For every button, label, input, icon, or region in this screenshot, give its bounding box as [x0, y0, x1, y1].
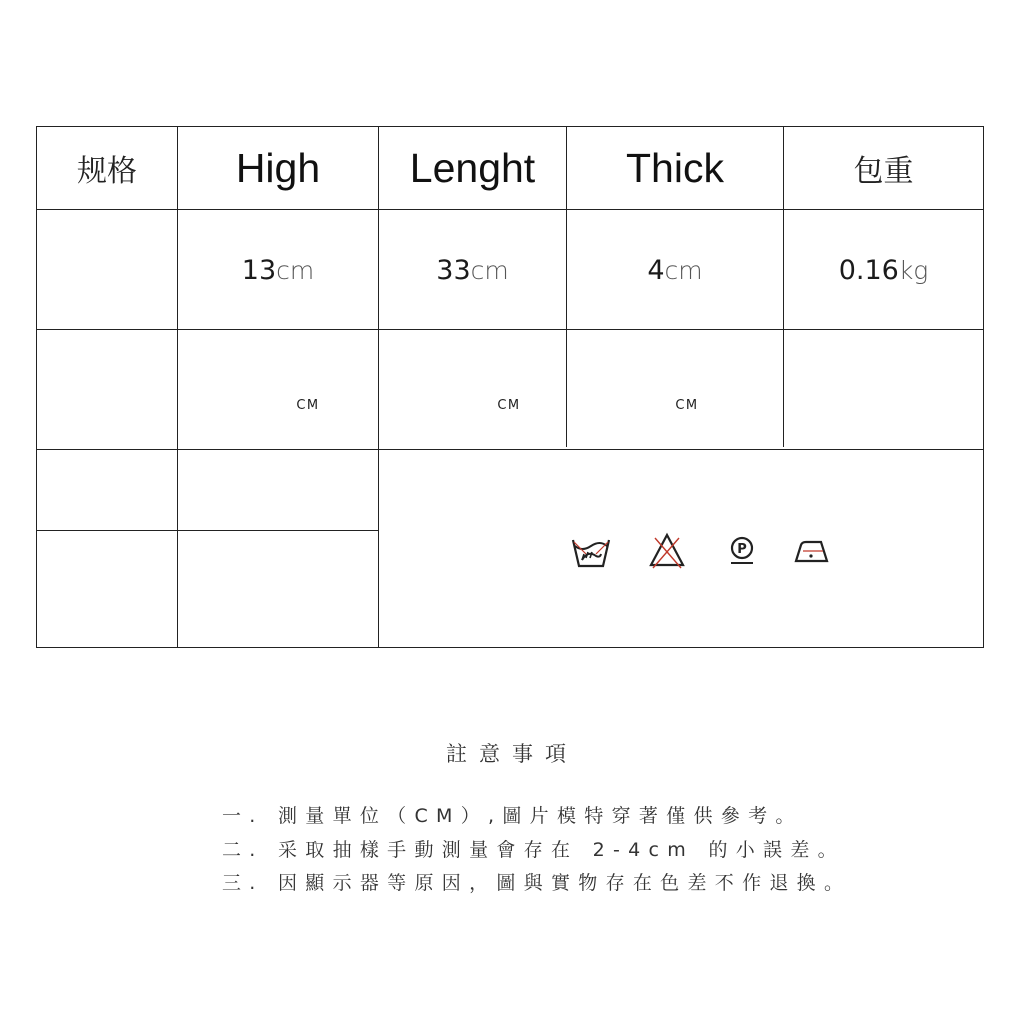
note-item-1: 一. 測量單位（CM）,圖片模特穿著僅供參考。 [222, 805, 803, 827]
svg-text:P: P [737, 542, 747, 557]
do-not-bleach-icon [647, 530, 687, 570]
header-high: High [235, 144, 321, 191]
thick-value: 4 [647, 254, 665, 286]
thick-unit: cm [664, 255, 703, 285]
lenght-cm-label: CM [497, 397, 521, 413]
lenght-unit: cm [470, 255, 509, 285]
thick-value-cell [567, 210, 783, 330]
notes-title: 註意事項 [446, 742, 578, 766]
header-spec: 规格 [77, 154, 137, 189]
note-item-2: 二. 采取抽樣手動測量會存在 2-4cm 的小誤差。 [222, 839, 845, 861]
header-lenght: Lenght [409, 144, 536, 191]
lenght-value: 33 [436, 254, 471, 286]
weight-value: 0.16 [838, 254, 899, 286]
iron-icon [793, 537, 833, 567]
note-item-3: 三. 因顯示器等原因，圖與實物存在色差不作退換。 [222, 872, 852, 894]
high-unit: cm [276, 255, 315, 285]
high-value-cell [178, 210, 378, 330]
weight-value-cell [784, 210, 983, 330]
thick-cm-label: CM [675, 397, 699, 413]
dry-clean-p-icon [727, 535, 757, 567]
high-value: 13 [241, 254, 277, 286]
divider [177, 531, 178, 647]
weight-unit: kg [898, 255, 929, 285]
lenght-value-cell [379, 210, 566, 330]
size-table [36, 126, 984, 648]
hand-wash-icon [570, 532, 612, 572]
header-weight: 包重 [853, 154, 914, 189]
header-thick: Thick [626, 144, 724, 191]
high-cm-label: CM [296, 397, 320, 413]
divider [37, 530, 378, 531]
